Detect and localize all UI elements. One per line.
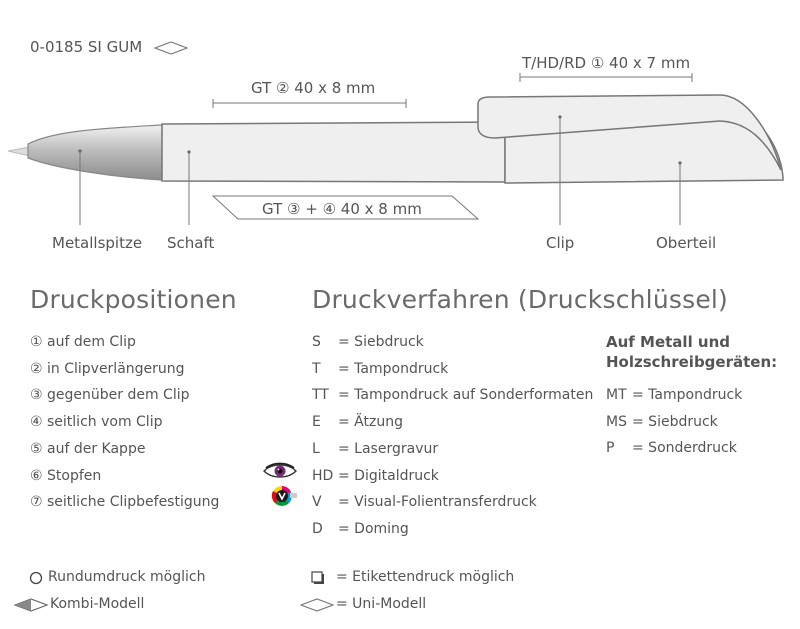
method-label: = Tampondruck auf Sonderformaten [338,387,594,404]
method-label: = Siebdruck [338,334,424,350]
method-label: = Doming [338,520,409,537]
square-shadow-icon [311,571,325,585]
method-label: = Tampondruck [338,360,449,377]
method-code: L [312,440,320,457]
color-wheel-v-icon [270,484,298,508]
metal-code: P [606,440,615,457]
eye-icon [262,462,298,480]
metal-list [606,382,742,462]
diamond-outline-icon [300,598,334,612]
label-t-hd-rd: T/HD/RD ① 40 x 7 mm [522,54,691,72]
position-item: ⑦ seitliche Clipbefestigung [30,494,220,511]
part-top: Oberteil [656,234,717,252]
method-item [312,489,593,516]
metal-title [606,332,777,372]
position-item: ② in Clipverlängerung [30,360,185,377]
metal-tip [28,125,162,180]
circle-outline-icon [29,571,43,585]
metal-item [606,382,742,409]
method-item [312,409,593,436]
methods-list [312,329,593,543]
method-code: E [312,414,321,431]
metal-code: MS [606,413,627,430]
positions-list [30,329,219,516]
method-item [312,436,593,463]
method-code: V [312,494,322,511]
positions-title: Druckpositionen [30,285,237,314]
method-item [312,356,593,383]
position-item: ③ gegenüber dem Clip [30,387,190,404]
position-item: ⑤ auf der Kappe [30,440,146,457]
model-code: 0-0185 SI GUM [30,38,143,56]
position-item: ④ seitlich vom Clip [30,414,163,431]
label-gt-2: GT ② 40 x 8 mm [251,79,376,97]
diamond-half-filled-icon [14,598,48,612]
method-item [312,516,593,543]
metal-label: = Sonderdruck [632,440,737,457]
method-code: HD [312,467,334,484]
part-shaft: Schaft [167,234,215,252]
legend-combi: Kombi-Modell [50,596,145,612]
method-label: = Digitaldruck [338,467,439,484]
method-code: S [312,334,321,350]
shaft [162,122,505,182]
metal-item [606,409,742,436]
method-item [312,463,593,490]
method-label: = Ätzung [338,414,403,431]
method-label: = Lasergravur [338,440,439,457]
method-item [312,329,593,356]
metal-label: = Siebdruck [632,413,718,430]
legend-uni: = Uni-Modell [336,596,427,612]
metal-code: MT [606,387,627,403]
methods-title: Druckverfahren (Druckschlüssel) [312,285,729,314]
part-clip: Clip [546,234,575,252]
method-code: D [312,520,323,537]
position-item: ① auf dem Clip [30,334,136,350]
method-code: T [312,360,321,377]
pen-illustration [0,0,800,260]
legend-label-print: = Etikettendruck möglich [336,569,515,585]
label-gt-3-4: GT ③ + ④ 40 x 8 mm [262,200,422,218]
part-metal-tip: Metallspitze [52,234,143,252]
metal-title-line2: Holzschreibgeräten: [606,353,778,371]
metal-item [606,435,742,462]
legend-round-print: Rundumdruck möglich [48,569,206,585]
method-code: TT [312,387,329,404]
metal-label: = Tampondruck [632,387,743,403]
metal-title-line1: Auf Metall und [606,333,731,351]
position-item: ⑥ Stopfen [30,467,102,484]
method-item [312,382,593,409]
method-label: = Visual-Folientransferdruck [338,494,537,511]
